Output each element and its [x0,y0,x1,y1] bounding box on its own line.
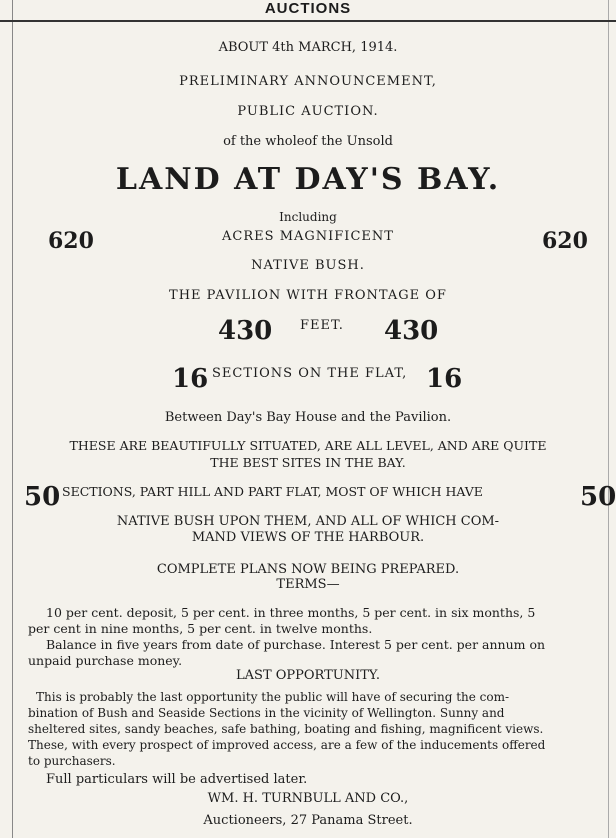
between-line: Between Day's Bay House and the Pavilion. [164,410,452,425]
last-line-1: This is probably the last opportunity the public will have of securing the com- [36,690,510,704]
preliminary-announcement: PRELIMINARY ANNOUNCEMENT, [179,74,437,89]
acres-count-right: 620 [542,228,588,254]
hill-count-left: 50 [24,482,61,512]
terms-line-4: unpaid purchase money. [28,653,183,668]
terms-line-3: Balance in five years from date of purchase. Interest 5 per cent. per annum on [46,637,546,652]
date-line: ABOUT 4th MARCH, 1914. [218,40,398,55]
hill-sections-text: SECTIONS, PART HILL AND PART FLAT, MOST OF WHICH HAVE [62,484,483,499]
acres-count-left: 620 [48,228,94,254]
last-line-3: sheltered sites, sandy beaches, safe bathing, boating and fishing, magnificent views. [28,722,544,736]
bush-line-1: NATIVE BUSH UPON THEM, AND ALL OF WHICH COM- [116,514,500,529]
last-line-5: to purchasers. [28,754,116,768]
terms-line-2: per cent in nine months, 5 per cent. in twelve months. [28,621,373,636]
situated-line-2: THE BEST SITES IN THE BAY. [210,455,406,470]
native-bush-text: NATIVE BUSH. [251,258,365,273]
public-auction: PUBLIC AUCTION. [237,104,379,119]
including-label: Including [279,210,337,224]
frontage-unit: FEET. [300,318,344,333]
flat-sections-text: SECTIONS ON THE FLAT, [212,366,408,381]
frontage-count-right: 430 [384,316,439,346]
heading-rule [0,20,616,22]
last-line-2: bination of Bush and Seaside Sections in the vicinity of Wellington. Sunny and [28,706,505,720]
terms-heading: TERMS— [276,577,340,592]
auctioneer-name: WM. H. TURNBULL AND CO., [207,791,409,806]
terms-line-1: 10 per cent. deposit, 5 per cent. in three months, 5 per cent. in six months, 5 [46,605,536,620]
full-particulars: Full particulars will be advertised later. [46,772,308,787]
plans-line: COMPLETE PLANS NOW BEING PREPARED. [156,562,460,577]
last-line-4: These, with every prospect of improved access, are a few of the inducements offered [28,738,546,752]
situated-line-1: THESE ARE BEAUTIFULLY SITUATED, ARE ALL LEVEL, AND ARE QUITE [69,438,547,453]
last-opportunity-heading: LAST OPPORTUNITY. [236,668,380,683]
section-heading: AUCTIONS [264,0,352,17]
frontage-count-left: 430 [218,316,273,346]
flat-count-right: 16 [426,364,463,394]
unsold-line: of the wholeof the Unsold [223,134,393,149]
pavilion-line: THE PAVILION WITH FRONTAGE OF [169,288,447,303]
acres-text: ACRES MAGNIFICENT [222,229,394,244]
hill-count-right: 50 [580,482,616,512]
auctioneer-address: Auctioneers, 27 Panama Street. [203,813,413,828]
land-title: LAND AT DAY'S BAY. [115,162,501,197]
bush-line-2: MAND VIEWS OF THE HARBOUR. [191,530,425,545]
flat-count-left: 16 [172,364,209,394]
